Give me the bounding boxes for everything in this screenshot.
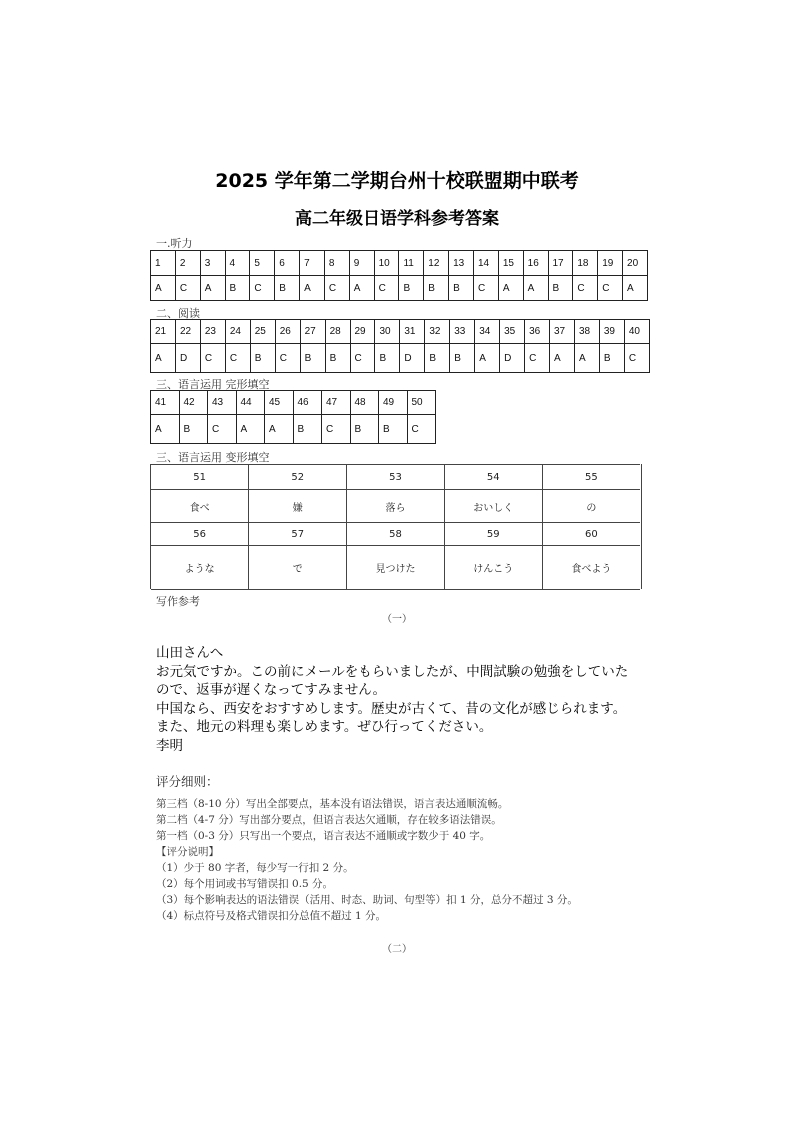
question-number-cell: 58	[347, 523, 445, 546]
question-number-cell: 56	[151, 523, 249, 546]
question-number-cell: 25	[250, 320, 275, 344]
question-number-cell: 2	[175, 251, 200, 276]
writing-section-label: 写作参考	[156, 595, 200, 608]
answer-cell: の	[542, 490, 640, 523]
letter-line: お元気ですか。この前にメールをもらいましたが、中間試験の勉強をしていた	[156, 663, 629, 680]
answer-cell: C	[350, 344, 375, 373]
question-number-cell: 43	[208, 391, 237, 415]
question-number-cell: 36	[525, 320, 550, 344]
answer-cell: C	[407, 415, 436, 444]
question-number-cell: 47	[322, 391, 351, 415]
question-number-cell: 3	[200, 251, 225, 276]
answer-cell: D	[400, 344, 425, 373]
answer-cell: けんこう	[444, 546, 542, 590]
question-number-cell: 23	[200, 320, 225, 344]
reading-section-label: 二、阅读	[156, 307, 200, 320]
question-number-cell: 54	[444, 465, 542, 490]
answer-row	[151, 546, 640, 590]
answer-cell: C	[225, 344, 250, 373]
answer-cell: C	[208, 415, 237, 444]
question-number-cell: 14	[473, 251, 498, 276]
question-number-cell: 33	[450, 320, 475, 344]
answer-cell: おいしく	[444, 490, 542, 523]
answer-row	[151, 276, 648, 301]
answer-cell: B	[424, 276, 449, 301]
answer-cell: A	[574, 344, 599, 373]
answer-cell: B	[250, 344, 275, 373]
answer-cell: B	[599, 344, 624, 373]
question-number-cell: 32	[425, 320, 450, 344]
rubric-line: 第一档（0-3 分）只写出一个要点，语言表达不通顺或字数少于 40 字。	[156, 830, 491, 842]
rubric-line: 第二档（4-7 分）写出部分要点，但语言表达欠通顺，存在较多语法错误。	[156, 814, 502, 826]
question-number-cell: 30	[375, 320, 400, 344]
question-number-cell: 53	[347, 465, 445, 490]
listening-answer-table	[150, 250, 648, 301]
letter-line: ので、返事が遅くなってすみません。	[156, 682, 387, 698]
answer-cell: 嫌	[249, 490, 347, 523]
question-number-cell: 42	[179, 391, 208, 415]
answer-cell: C	[624, 344, 649, 373]
answer-cell: 見つけた	[347, 546, 445, 590]
question-number-cell: 60	[584, 528, 598, 540]
answer-cell: B	[375, 344, 400, 373]
reading-answer-table	[150, 319, 650, 373]
cloze-answer-table	[150, 390, 436, 444]
transform-section-label: 三、语言运用 变形填空	[156, 451, 270, 464]
rubric-line: 第三档（8-10 分）写出全部要点，基本没有语法错误，语言表达通顺流畅。	[156, 798, 509, 810]
answer-cell: B	[325, 344, 350, 373]
answer-cell: A	[498, 276, 523, 301]
letter-line: 山田さんへ	[156, 645, 224, 661]
listening-section-label: 一.听力	[156, 237, 193, 250]
answer-cell: B	[275, 276, 300, 301]
answer-cell: B	[399, 276, 424, 301]
question-number-cell: 6	[275, 251, 300, 276]
question-number-cell: 38	[574, 320, 599, 344]
question-number-cell: 26	[275, 320, 300, 344]
answer-cell: A	[200, 276, 225, 301]
page-subtitle: 高二年级日语学科参考答案	[295, 209, 499, 229]
question-number-cell: 52	[249, 465, 347, 490]
question-number-cell: 22	[175, 320, 200, 344]
answer-row	[151, 490, 640, 523]
part-two-marker: （二）	[382, 944, 412, 955]
answer-cell: A	[151, 276, 176, 301]
answer-cell: C	[374, 276, 399, 301]
answer-cell: A	[265, 415, 294, 444]
answer-cell: C	[175, 276, 200, 301]
answer-cell: C	[250, 276, 275, 301]
question-number-cell: 51	[151, 465, 249, 490]
question-number-cell: 48	[350, 391, 379, 415]
question-number-cell: 41	[151, 391, 180, 415]
answer-cell: C	[473, 276, 498, 301]
part-one-marker: （一）	[382, 614, 412, 625]
question-number-cell: 45	[265, 391, 294, 415]
page-title: 2025 学年第二学期台州十校联盟期中联考	[215, 170, 579, 192]
question-number-cell: 7	[300, 251, 325, 276]
answer-cell: B	[179, 415, 208, 444]
question-number-cell: 9	[349, 251, 374, 276]
rubric-line: 【评分说明】	[156, 846, 219, 858]
question-number-cell: 4	[225, 251, 250, 276]
answer-cell: B	[350, 415, 379, 444]
cloze-section-label: 三、语言运用 完形填空	[156, 378, 270, 391]
question-number-cell: 8	[324, 251, 349, 276]
rubric-line: （3）每个影响表达的语法错误（活用、时态、助词、句型等）扣 1 分，总分不超过 3 分。	[156, 894, 578, 906]
question-number-cell: 27	[300, 320, 325, 344]
rubric-line: （4）标点符号及格式错误扣分总值不超过 1 分。	[156, 910, 387, 922]
question-number-cell: 10	[374, 251, 399, 276]
question-number-cell: 12	[424, 251, 449, 276]
question-number-cell: 49	[379, 391, 408, 415]
answer-cell: B	[425, 344, 450, 373]
answer-cell: A	[300, 276, 325, 301]
sample-letter	[156, 644, 646, 755]
question-number-cell: 11	[399, 251, 424, 276]
answer-cell: B	[450, 344, 475, 373]
question-number-cell: 20	[623, 251, 648, 276]
answer-cell: B	[225, 276, 250, 301]
answer-cell: B	[548, 276, 573, 301]
answer-cell: A	[550, 344, 575, 373]
answer-cell: B	[300, 344, 325, 373]
letter-signature: 李明	[156, 737, 183, 754]
answer-cell: 食べ	[151, 490, 249, 523]
question-number-cell: 28	[325, 320, 350, 344]
transform-answer-table	[151, 464, 640, 590]
answer-cell: A	[475, 344, 500, 373]
rubric-line: （2）每个用词或书写错误扣 0.5 分。	[156, 878, 334, 890]
answer-cell: B	[449, 276, 474, 301]
question-number-row	[151, 391, 436, 415]
question-number-cell: 31	[400, 320, 425, 344]
question-number-cell: 29	[350, 320, 375, 344]
question-number-row	[151, 465, 640, 490]
answer-cell: A	[151, 415, 180, 444]
question-number-cell: 44	[236, 391, 265, 415]
answer-cell: B	[379, 415, 408, 444]
letter-line: 中国なら、西安をおすすめします。歴史が古くて、昔の文化が感じられます。	[156, 700, 627, 717]
question-number-cell: 19	[598, 251, 623, 276]
answer-cell: D	[175, 344, 200, 373]
rubric-list	[156, 796, 578, 924]
question-number-cell: 40	[624, 320, 649, 344]
answer-cell: B	[293, 415, 322, 444]
answer-cell: C	[573, 276, 598, 301]
answer-cell: A	[349, 276, 374, 301]
question-number-cell: 1	[151, 251, 176, 276]
question-number-cell: 13	[449, 251, 474, 276]
answer-row	[151, 344, 650, 373]
question-number-cell: 5	[250, 251, 275, 276]
question-number-cell: 39	[599, 320, 624, 344]
question-number-cell: 55	[542, 465, 640, 490]
question-number-cell: 59	[444, 523, 542, 546]
answer-row	[151, 415, 436, 444]
answer-cell: C	[322, 415, 351, 444]
question-number-cell: 57	[249, 523, 347, 546]
question-number-cell: 37	[550, 320, 575, 344]
answer-cell: C	[200, 344, 225, 373]
question-number-row	[151, 320, 650, 344]
question-number-cell: 18	[573, 251, 598, 276]
rubric-title: 评分细则：	[156, 774, 219, 789]
answer-cell: 食べよう	[542, 546, 640, 590]
rubric-line: （1）少于 80 字者，每少写一行扣 2 分。	[156, 862, 354, 874]
question-number-row	[151, 251, 648, 276]
question-number-cell: 46	[293, 391, 322, 415]
answer-cell: C	[525, 344, 550, 373]
answer-cell: D	[500, 344, 525, 373]
question-number-cell: 35	[500, 320, 525, 344]
answer-cell: A	[236, 415, 265, 444]
question-number-row	[151, 523, 640, 546]
answer-cell: A	[151, 344, 176, 373]
letter-line: また、地元の料理も楽しめます。ぜひ行ってください。	[156, 719, 493, 735]
answer-cell: A	[623, 276, 648, 301]
question-number-cell: 21	[151, 320, 176, 344]
answer-cell: A	[523, 276, 548, 301]
question-number-cell: 17	[548, 251, 573, 276]
answer-cell: C	[324, 276, 349, 301]
question-number-cell: 15	[498, 251, 523, 276]
answer-cell: C	[598, 276, 623, 301]
question-number-cell: 34	[475, 320, 500, 344]
answer-cell: で	[249, 546, 347, 590]
question-number-cell: 16	[523, 251, 548, 276]
answer-cell: ような	[151, 546, 249, 590]
answer-cell: 落ら	[347, 490, 445, 523]
question-number-cell: 50	[407, 391, 436, 415]
question-number-cell: 24	[225, 320, 250, 344]
answer-cell: C	[275, 344, 300, 373]
